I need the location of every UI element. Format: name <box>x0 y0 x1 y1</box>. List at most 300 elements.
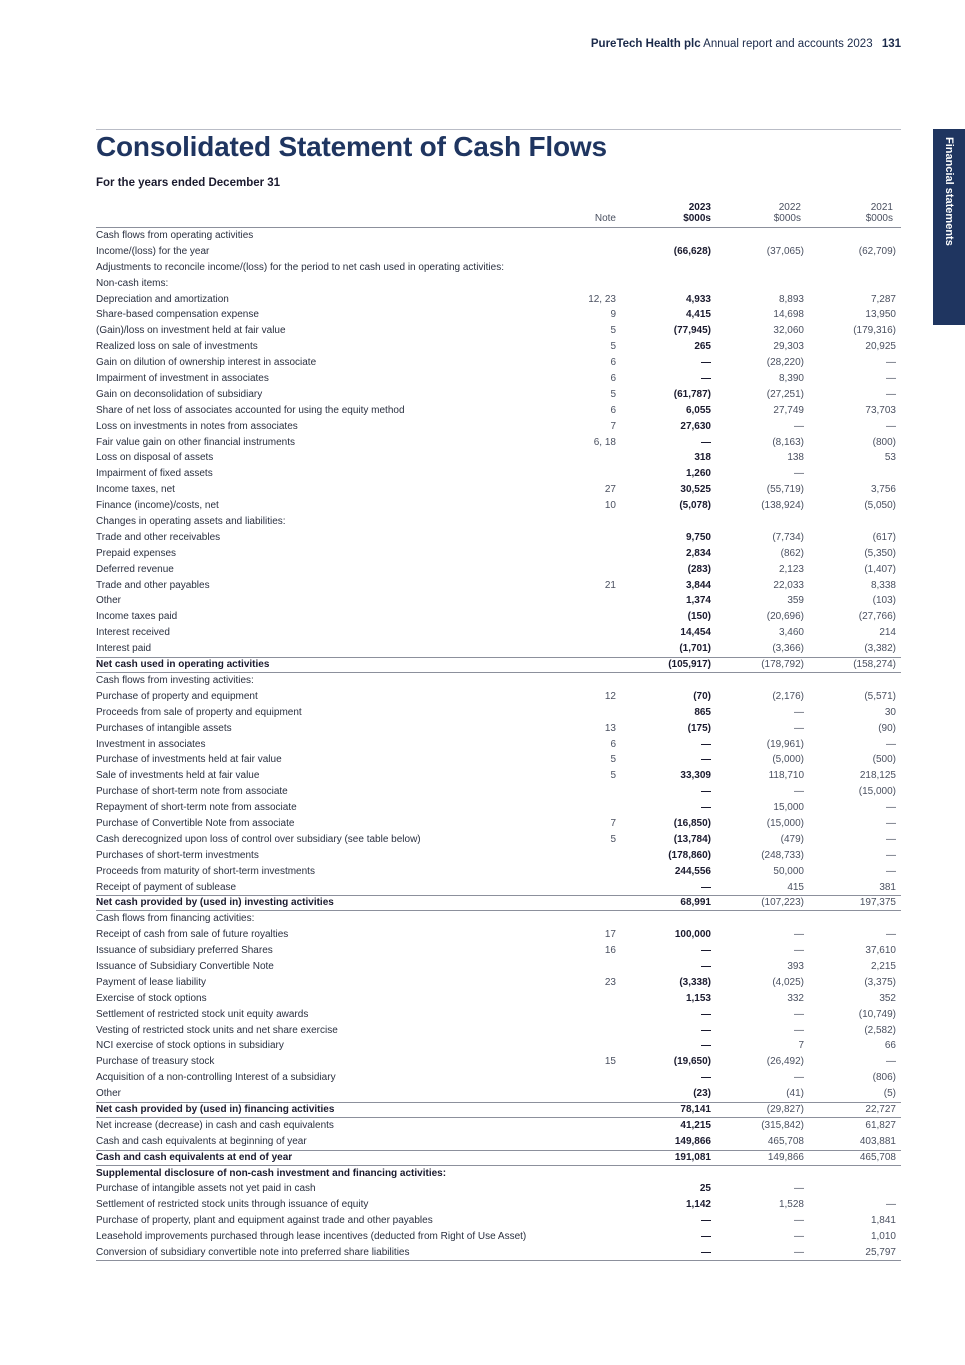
row-label: Trade and other payables <box>96 579 210 591</box>
row-label: Purchase of property, plant and equipment against trade and other payables <box>96 1215 433 1227</box>
row-value-2022: 3,460 <box>778 627 804 639</box>
row-value-2022: 22,033 <box>773 579 804 591</box>
row-value-2023: 41,215 <box>680 1119 711 1131</box>
row-label: Income taxes paid <box>96 611 178 623</box>
row-label: Exercise of stock options <box>96 992 207 1004</box>
row-value-2021: (5,571) <box>864 690 896 702</box>
row-value-2022: 138 <box>787 452 804 464</box>
row-label: Purchases of short-term investments <box>96 849 259 861</box>
row-value-2021: 352 <box>879 992 896 1004</box>
table-row <box>96 880 901 896</box>
header-note: Note <box>594 213 616 224</box>
row-value-2021: — <box>886 929 896 941</box>
table-row <box>96 657 901 673</box>
row-label: Impairment of investment in associates <box>96 373 269 385</box>
row-value-2021: 2,215 <box>870 960 896 972</box>
row-label: Supplemental disclosure of non-cash investment and financing activities: <box>96 1167 447 1179</box>
table-row <box>96 466 901 482</box>
row-note: 13 <box>604 722 616 734</box>
row-value-2021: — <box>886 420 896 432</box>
row-value-2023: — <box>701 357 711 369</box>
row-value-2023: (3,338) <box>679 976 711 988</box>
row-value-2023: — <box>701 1247 711 1258</box>
row-value-2023: 4,415 <box>685 309 711 321</box>
row-label: Purchase of Convertible Note from associate <box>96 817 295 829</box>
row-note: 5 <box>610 388 616 400</box>
row-value-2023: (150) <box>687 611 711 623</box>
row-value-2021: — <box>886 1056 896 1068</box>
row-value-2022: (3,366) <box>772 643 804 655</box>
row-value-2022: (7,734) <box>772 531 804 543</box>
row-value-2023: 9,750 <box>685 531 711 543</box>
row-value-2021: (800) <box>872 436 896 448</box>
row-value-2022: — <box>794 1215 804 1227</box>
row-value-2021: 20,925 <box>865 341 896 353</box>
row-note: 21 <box>604 579 616 591</box>
table-row <box>96 927 901 943</box>
table-row <box>96 530 901 546</box>
row-value-2022: — <box>794 706 804 718</box>
row-value-2021: 53 <box>884 452 896 464</box>
table-row <box>96 498 901 514</box>
row-value-2021: 214 <box>879 627 896 639</box>
row-label: Cash derecognized upon loss of control over subsidiary (see table below) <box>96 833 421 845</box>
row-label: Receipt of payment of sublease <box>96 881 237 893</box>
row-label: Leasehold improvements purchased through lease incentives (deducted from Right of Use Asset) <box>96 1231 527 1243</box>
row-value-2022: — <box>794 929 804 941</box>
row-value-2022: 465,708 <box>767 1135 804 1147</box>
table-row <box>96 737 901 753</box>
row-label: Receipt of cash from sale of future royalties <box>96 929 289 941</box>
row-value-2023: — <box>701 1072 711 1084</box>
row-note: 6 <box>610 373 616 385</box>
row-value-2022: 332 <box>787 992 804 1004</box>
row-value-2021: — <box>886 849 896 861</box>
table-row <box>96 482 901 498</box>
row-label: Issuance of Subsidiary Convertible Note <box>96 960 274 972</box>
row-value-2022: (8,163) <box>772 436 804 448</box>
row-value-2023: (61,787) <box>673 388 711 400</box>
row-value-2023: 4,933 <box>685 293 711 305</box>
table-row <box>96 768 901 784</box>
row-label: Cash and cash equivalents at end of year <box>96 1151 293 1163</box>
row-label: Net cash used in operating activities <box>96 659 270 671</box>
row-label: Acquisition of a non-controlling Interest of a subsidiary <box>96 1072 336 1084</box>
header-2023 <box>636 202 711 224</box>
table-row <box>96 403 901 419</box>
row-label: (Gain)/loss on investment held at fair value <box>96 325 286 337</box>
table-row <box>96 450 901 466</box>
row-value-2023: (66,628) <box>673 245 711 257</box>
table-row <box>96 292 901 308</box>
page-title: Consolidated Statement of Cash Flows <box>96 131 607 162</box>
row-value-2021: (3,375) <box>864 976 896 988</box>
table-row <box>96 721 901 737</box>
row-value-2023: 33,309 <box>680 770 711 782</box>
row-value-2023: (23) <box>693 1088 711 1100</box>
row-note: 12, 23 <box>588 293 616 305</box>
row-label: Other <box>96 1088 122 1100</box>
row-value-2023: — <box>701 945 711 957</box>
report-title: Annual report and accounts 2023 <box>703 38 873 50</box>
row-value-2022: 359 <box>787 595 804 607</box>
row-value-2021: — <box>886 833 896 845</box>
row-value-2022: (2,176) <box>772 690 804 702</box>
table-row <box>96 832 901 848</box>
header-2022 <box>726 202 801 224</box>
row-value-2021: (158,274) <box>853 659 896 671</box>
row-value-2022: 2,123 <box>778 563 804 575</box>
row-value-2023: — <box>701 754 711 766</box>
row-value-2023: 100,000 <box>674 929 711 941</box>
running-head <box>591 38 901 50</box>
row-value-2021: (500) <box>872 754 896 766</box>
row-value-2022: — <box>794 420 804 432</box>
table-row <box>96 975 901 991</box>
row-value-2023: 244,556 <box>674 865 711 877</box>
row-note: 5 <box>610 341 616 353</box>
row-value-2023: — <box>701 436 711 448</box>
row-label: Sale of investments held at fair value <box>96 770 260 782</box>
row-label: Cash flows from operating activities <box>96 230 254 241</box>
row-note: 17 <box>604 929 616 941</box>
row-label: Purchase of treasury stock <box>96 1056 215 1068</box>
table-row <box>96 1086 901 1102</box>
row-note: 16 <box>604 945 616 957</box>
row-value-2022: (479) <box>780 833 804 845</box>
row-value-2023: (1,701) <box>679 643 711 655</box>
row-note: 27 <box>604 484 616 496</box>
row-value-2023: — <box>701 1008 711 1020</box>
table-row <box>96 387 901 403</box>
row-value-2021: 37,610 <box>865 945 896 957</box>
row-value-2021: 403,881 <box>859 1135 896 1147</box>
row-value-2022: — <box>794 1231 804 1243</box>
row-label: Loss on investments in notes from associates <box>96 420 298 432</box>
row-value-2023: (5,078) <box>679 500 711 512</box>
row-label: Share-based compensation expense <box>96 309 259 321</box>
table-row <box>96 609 901 625</box>
row-value-2022: 415 <box>787 881 804 893</box>
table-row <box>96 800 901 816</box>
table-row <box>96 959 901 975</box>
row-value-2022: (26,492) <box>766 1056 804 1068</box>
row-label: Purchase of short-term note from associate <box>96 786 288 798</box>
section-tab <box>933 129 965 325</box>
table-row <box>96 276 901 292</box>
table-row <box>96 911 901 927</box>
title-rule <box>96 129 901 130</box>
row-note: 5 <box>610 770 616 782</box>
row-label: Loss on disposal of assets <box>96 452 214 464</box>
table-row <box>96 641 901 657</box>
header-2023-year: 2023 <box>688 202 711 213</box>
row-value-2023: 3,844 <box>685 579 711 591</box>
row-value-2022: 50,000 <box>773 865 804 877</box>
row-note: 5 <box>610 325 616 337</box>
row-note: 23 <box>604 976 616 988</box>
row-note: 5 <box>610 754 616 766</box>
row-value-2022: 29,303 <box>773 341 804 353</box>
row-value-2023: — <box>701 373 711 385</box>
row-value-2022: (315,842) <box>761 1119 804 1131</box>
row-label: Income/(loss) for the year <box>96 245 210 257</box>
row-note: 6 <box>610 357 616 369</box>
row-label: Finance (income)/costs, net <box>96 500 219 512</box>
row-label: Cash flows from financing activities: <box>96 913 255 925</box>
table-row <box>96 752 901 768</box>
table-row <box>96 514 901 530</box>
row-value-2022: 15,000 <box>773 802 804 814</box>
row-value-2022: 8,390 <box>778 373 804 385</box>
table-row <box>96 943 901 959</box>
row-label: Gain on dilution of ownership interest in associate <box>96 357 317 369</box>
row-label: Impairment of fixed assets <box>96 468 213 480</box>
page-subtitle: For the years ended December 31 <box>96 177 281 189</box>
table-row <box>96 1023 901 1039</box>
row-value-2022: 7 <box>798 1040 804 1052</box>
row-value-2023: 149,866 <box>674 1135 711 1147</box>
row-value-2022: (27,251) <box>766 388 804 400</box>
table-row <box>96 355 901 371</box>
row-label: Adjustments to reconcile income/(loss) for the period to net cash used in operating activities: <box>96 261 504 273</box>
row-value-2021: 66 <box>884 1040 896 1052</box>
row-value-2023: 1,153 <box>685 992 711 1004</box>
row-value-2023: 68,991 <box>680 897 711 909</box>
header-2021-unit: $000s <box>865 213 893 224</box>
table-row <box>96 1134 901 1150</box>
row-note: 10 <box>604 500 616 512</box>
table-row <box>96 562 901 578</box>
row-value-2023: 78,141 <box>680 1103 711 1115</box>
row-value-2021: 7,287 <box>870 293 896 305</box>
row-value-2023: — <box>701 802 711 814</box>
row-value-2022: (248,733) <box>761 849 804 861</box>
row-value-2022: 1,528 <box>778 1199 804 1211</box>
row-value-2023: 191,081 <box>674 1151 711 1163</box>
row-value-2023: 6,055 <box>685 404 711 416</box>
row-value-2023: — <box>701 1215 711 1227</box>
row-value-2023: (178,860) <box>668 849 711 861</box>
row-value-2022: — <box>794 722 804 734</box>
row-value-2022: — <box>794 786 804 798</box>
row-value-2021: 218,125 <box>859 770 896 782</box>
row-value-2021: (179,316) <box>853 325 896 337</box>
row-value-2022: 149,866 <box>767 1151 804 1163</box>
row-value-2021: (103) <box>872 595 896 607</box>
row-value-2022: — <box>794 1072 804 1084</box>
row-value-2022: (29,827) <box>766 1103 804 1115</box>
row-value-2022: — <box>794 1183 804 1195</box>
row-value-2022: 27,749 <box>773 404 804 416</box>
row-value-2023: 265 <box>694 341 711 353</box>
row-value-2023: 2,834 <box>685 547 711 559</box>
row-value-2023: (105,917) <box>668 659 711 671</box>
row-note: 6 <box>610 738 616 750</box>
table-row <box>96 593 901 609</box>
row-label: Net cash provided by (used in) investing activities <box>96 897 334 909</box>
row-value-2021: (3,382) <box>864 643 896 655</box>
header-2022-year: 2022 <box>778 202 801 213</box>
row-label: Trade and other receivables <box>96 531 221 543</box>
table-row <box>96 1229 901 1245</box>
row-value-2023: — <box>701 1024 711 1036</box>
row-value-2023: — <box>701 1040 711 1052</box>
row-label: Net cash provided by (used in) financing activities <box>96 1103 335 1115</box>
row-label: Net increase (decrease) in cash and cash equivalents <box>96 1119 334 1131</box>
row-value-2021: (27,766) <box>858 611 896 623</box>
row-value-2021: (806) <box>872 1072 896 1084</box>
row-label: Settlement of restricted stock unit equity awards <box>96 1008 309 1020</box>
table-row <box>96 1245 901 1261</box>
table-row <box>96 705 901 721</box>
row-value-2021: — <box>886 388 896 400</box>
table-row <box>96 816 901 832</box>
row-value-2022: 118,710 <box>768 770 804 782</box>
row-value-2021: 8,338 <box>870 579 896 591</box>
row-value-2023: 1,374 <box>685 595 711 607</box>
row-label: Changes in operating assets and liabilities: <box>96 516 286 528</box>
row-value-2023: (175) <box>687 722 711 734</box>
row-value-2021: 381 <box>879 881 896 893</box>
row-value-2022: (55,719) <box>766 484 804 496</box>
table-row <box>96 1070 901 1086</box>
row-value-2021: 25,797 <box>865 1247 896 1258</box>
row-value-2023: — <box>701 1231 711 1243</box>
row-note: 12 <box>604 690 616 702</box>
row-label: Investment in associates <box>96 738 206 750</box>
row-label: Purchase of intangible assets not yet paid in cash <box>96 1183 316 1195</box>
row-label: Realized loss on sale of investments <box>96 341 258 353</box>
table-row <box>96 578 901 594</box>
row-label: Share of net loss of associates accounted for using the equity method <box>96 404 405 416</box>
row-value-2022: (37,065) <box>766 245 804 257</box>
row-value-2021: (2,582) <box>864 1024 896 1036</box>
row-label: Fair value gain on other financial instruments <box>96 436 295 448</box>
table-row <box>96 244 901 260</box>
row-value-2021: 73,703 <box>865 404 896 416</box>
header-2022-unit: $000s <box>773 213 801 224</box>
row-note: 7 <box>610 817 616 829</box>
table-row <box>96 371 901 387</box>
table-row <box>96 339 901 355</box>
row-label: Interest received <box>96 627 170 639</box>
table-row <box>96 1181 901 1197</box>
row-value-2022: — <box>794 1247 804 1258</box>
table-row <box>96 260 901 276</box>
row-value-2023: (77,945) <box>673 325 711 337</box>
row-value-2022: 8,893 <box>778 293 804 305</box>
table-row <box>96 673 901 689</box>
table-row <box>96 228 901 244</box>
row-value-2022: (862) <box>780 547 804 559</box>
row-value-2021: (5,350) <box>864 547 896 559</box>
row-value-2021: (5) <box>883 1088 896 1100</box>
row-value-2023: (19,650) <box>673 1056 711 1068</box>
table-row <box>96 864 901 880</box>
row-value-2021: (10,749) <box>858 1008 896 1020</box>
row-value-2021: (15,000) <box>858 786 896 798</box>
row-label: Conversion of subsidiary convertible note into preferred share liabilities <box>96 1247 410 1258</box>
row-label: Non-cash items: <box>96 277 169 289</box>
row-value-2021: (617) <box>872 531 896 543</box>
table-row <box>96 1007 901 1023</box>
row-value-2021: — <box>886 1199 896 1211</box>
row-value-2023: 30,525 <box>680 484 711 496</box>
table-row <box>96 1054 901 1070</box>
row-value-2021: — <box>886 865 896 877</box>
row-value-2022: 32,060 <box>773 325 804 337</box>
row-value-2021: (90) <box>878 722 896 734</box>
row-value-2021: 61,827 <box>865 1119 896 1131</box>
table-row <box>96 1166 901 1182</box>
row-value-2022: — <box>794 945 804 957</box>
row-label: Proceeds from maturity of short-term investments <box>96 865 315 877</box>
company-name: PureTech Health plc <box>590 38 701 50</box>
row-label: Cash and cash equivalents at beginning of year <box>96 1135 307 1147</box>
table-row <box>96 307 901 323</box>
table-row <box>96 1213 901 1229</box>
row-value-2023: (70) <box>693 690 711 702</box>
row-value-2023: (13,784) <box>673 833 711 845</box>
row-value-2022: 14,698 <box>773 309 804 321</box>
row-label: Purchase of investments held at fair value <box>96 754 282 766</box>
row-note: 7 <box>610 420 616 432</box>
row-value-2023: 25 <box>699 1183 711 1195</box>
table-row <box>96 1197 901 1213</box>
row-label: Repayment of short-term note from associate <box>96 802 297 814</box>
row-value-2021: 30 <box>884 706 896 718</box>
header-2021 <box>818 202 893 224</box>
row-note: 6, 18 <box>593 436 616 448</box>
row-value-2023: (16,850) <box>673 817 711 829</box>
row-value-2021: — <box>886 802 896 814</box>
table-row <box>96 625 901 641</box>
table-row <box>96 689 901 705</box>
table-row <box>96 991 901 1007</box>
row-value-2021: 1,841 <box>870 1215 896 1227</box>
table-row <box>96 546 901 562</box>
row-label: Income taxes, net <box>96 484 175 496</box>
row-value-2021: — <box>886 373 896 385</box>
row-value-2023: — <box>701 786 711 798</box>
row-value-2021: 3,756 <box>870 484 896 496</box>
row-value-2021: — <box>886 738 896 750</box>
row-value-2022: 393 <box>787 960 804 972</box>
row-value-2023: 27,630 <box>680 420 711 432</box>
row-label: Proceeds from sale of property and equipment <box>96 706 302 718</box>
row-label: Other <box>96 595 122 607</box>
row-label: Prepaid expenses <box>96 547 177 559</box>
header-2021-year: 2021 <box>870 202 893 213</box>
row-label: Settlement of restricted stock units through issuance of equity <box>96 1199 369 1211</box>
row-value-2023: (283) <box>687 563 711 575</box>
row-value-2021: 465,708 <box>859 1151 896 1163</box>
row-value-2022: (178,792) <box>761 659 804 671</box>
row-value-2022: (107,223) <box>761 897 804 909</box>
row-value-2022: — <box>794 1024 804 1036</box>
row-label: Purchase of property and equipment <box>96 690 258 702</box>
table-header <box>96 200 901 228</box>
row-label: Purchases of intangible assets <box>96 722 232 734</box>
row-note: 6 <box>610 404 616 416</box>
row-value-2022: (5,000) <box>772 754 804 766</box>
row-label: Deferred revenue <box>96 563 174 575</box>
row-value-2022: — <box>794 1008 804 1020</box>
row-value-2023: — <box>701 881 711 893</box>
row-value-2023: — <box>701 960 711 972</box>
table-row <box>96 1150 901 1166</box>
